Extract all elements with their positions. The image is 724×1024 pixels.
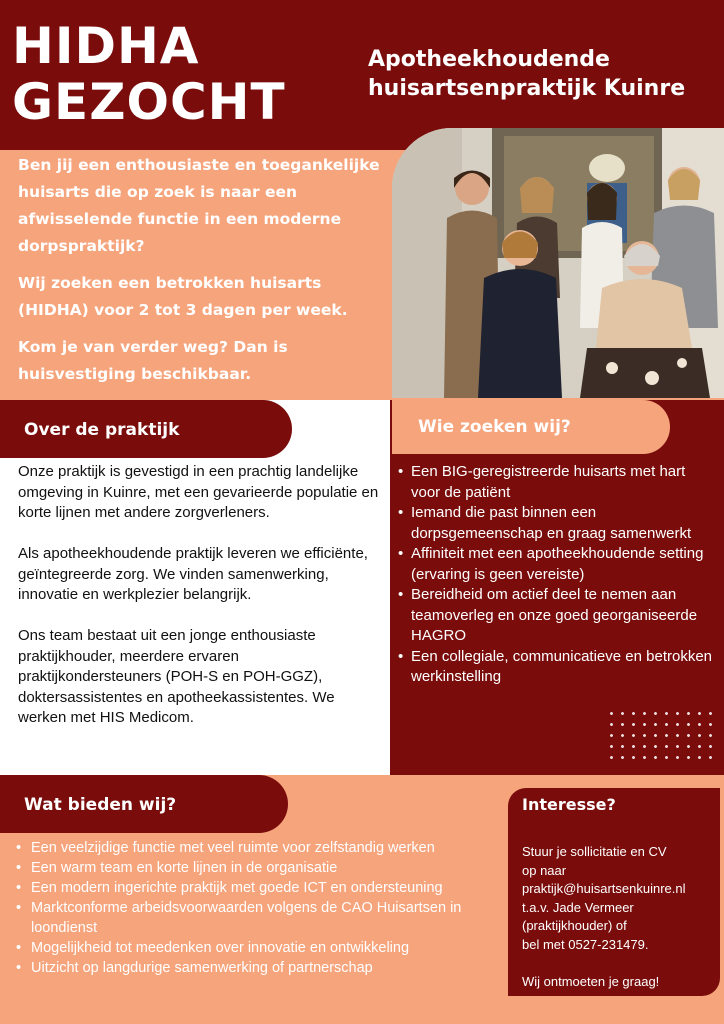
team-photo-illustration <box>392 128 724 398</box>
interest-closing: Wij ontmoeten je graag! <box>522 973 660 989</box>
list-item: • Mogelijkheid tot meedenken over innovatie en ontwikkeling <box>16 938 496 958</box>
interest-text <box>522 843 712 991</box>
practice-name-line-2: huisartsenpraktijk Kuinre <box>368 76 686 101</box>
main-title-line-2: GEZOCHT <box>12 73 286 131</box>
wie-heading: Wie zoeken wij? <box>418 417 571 437</box>
intro-paragraph-1: Ben jij een enthousiaste en toegankelijke huisarts die op zoek is naar een afwisselende functie in een moderne dorpspraktijk? <box>18 156 380 255</box>
interest-line: op naar <box>522 862 567 878</box>
interest-line: t.a.v. Jade Vermeer <box>522 899 634 915</box>
over-paragraph-2: Als apotheekhoudende praktijk leveren we efficiënte, geïntegreerde zorg. We vinden samenwerking, innovatie en werkplezier belangrijk. <box>18 545 368 603</box>
list-item: • Marktconforme arbeidsvoorwaarden volgens de CAO Huisartsen in loondienst <box>16 898 496 938</box>
over-paragraph-3: Ons team bestaat uit een jonge enthousiaste praktijkhouder, meerdere ervaren praktijkondersteuners (POH-S en POH-GGZ), doktersassistentes en apotheekassistentes. We werken met HIS Medicom. <box>18 627 335 726</box>
list-item: • Iemand die past binnen een dorpsgemeenschap en graag samenwerkt <box>398 503 718 544</box>
contact-phone[interactable]: bel met 0527-231479. <box>522 936 649 952</box>
practice-name-line-1: Apotheekhoudende <box>368 47 610 72</box>
interest-heading: Interesse? <box>522 795 616 814</box>
dot-pattern-decoration <box>606 708 716 764</box>
contact-email[interactable]: praktijk@huisartsenkuinre.nl <box>522 881 686 896</box>
over-heading: Over de praktijk <box>24 420 180 440</box>
over-heading-pill <box>0 400 292 458</box>
bieden-list <box>16 838 496 978</box>
list-item: • Een BIG-geregistreerde huisarts met hart voor de patiënt <box>398 462 718 503</box>
main-title <box>12 18 286 130</box>
intro-section <box>0 150 392 400</box>
over-text <box>18 462 380 749</box>
bieden-heading: Wat bieden wij? <box>24 795 177 815</box>
list-item: • Uitzicht op langdurige samenwerking of partnerschap <box>16 958 496 978</box>
practice-name <box>368 45 685 103</box>
list-item: • Een collegiale, communicatieve en betrokken werkinstelling <box>398 647 718 688</box>
spacer <box>522 954 712 973</box>
list-item: • Bereidheid om actief deel te nemen aan teamoverleg en onze goed georganiseerde HAGRO <box>398 585 718 647</box>
main-title-line-1: HIDHA <box>12 17 200 75</box>
interest-line: Stuur je sollicitatie en CV <box>522 844 667 859</box>
team-photo <box>392 128 724 398</box>
intro-paragraph-3: Kom je van verder weg? Dan is huisvestiging beschikbaar. <box>18 338 288 383</box>
wie-list <box>398 462 718 688</box>
interest-line: (praktijkhouder) of <box>522 918 627 933</box>
intro-paragraph-2: Wij zoeken een betrokken huisarts (HIDHA) voor 2 tot 3 dagen per week. <box>18 274 348 319</box>
list-item: • Een warm team en korte lijnen in de organisatie <box>16 858 496 878</box>
interest-box <box>508 788 720 996</box>
list-item: • Een modern ingerichte praktijk met goede ICT en ondersteuning <box>16 878 496 898</box>
over-paragraph-1: Onze praktijk is gevestigd in een prachtig landelijke omgeving in Kuinre, met een gevarieerde populatie en korte lijnen met andere zorgverleners. <box>18 463 379 521</box>
list-item: • Affiniteit met een apotheekhoudende setting (ervaring is geen vereiste) <box>398 544 718 585</box>
bieden-heading-pill <box>0 775 288 833</box>
list-item: • Een veelzijdige functie met veel ruimte voor zelfstandig werken <box>16 838 496 858</box>
wie-heading-pill <box>392 400 670 454</box>
